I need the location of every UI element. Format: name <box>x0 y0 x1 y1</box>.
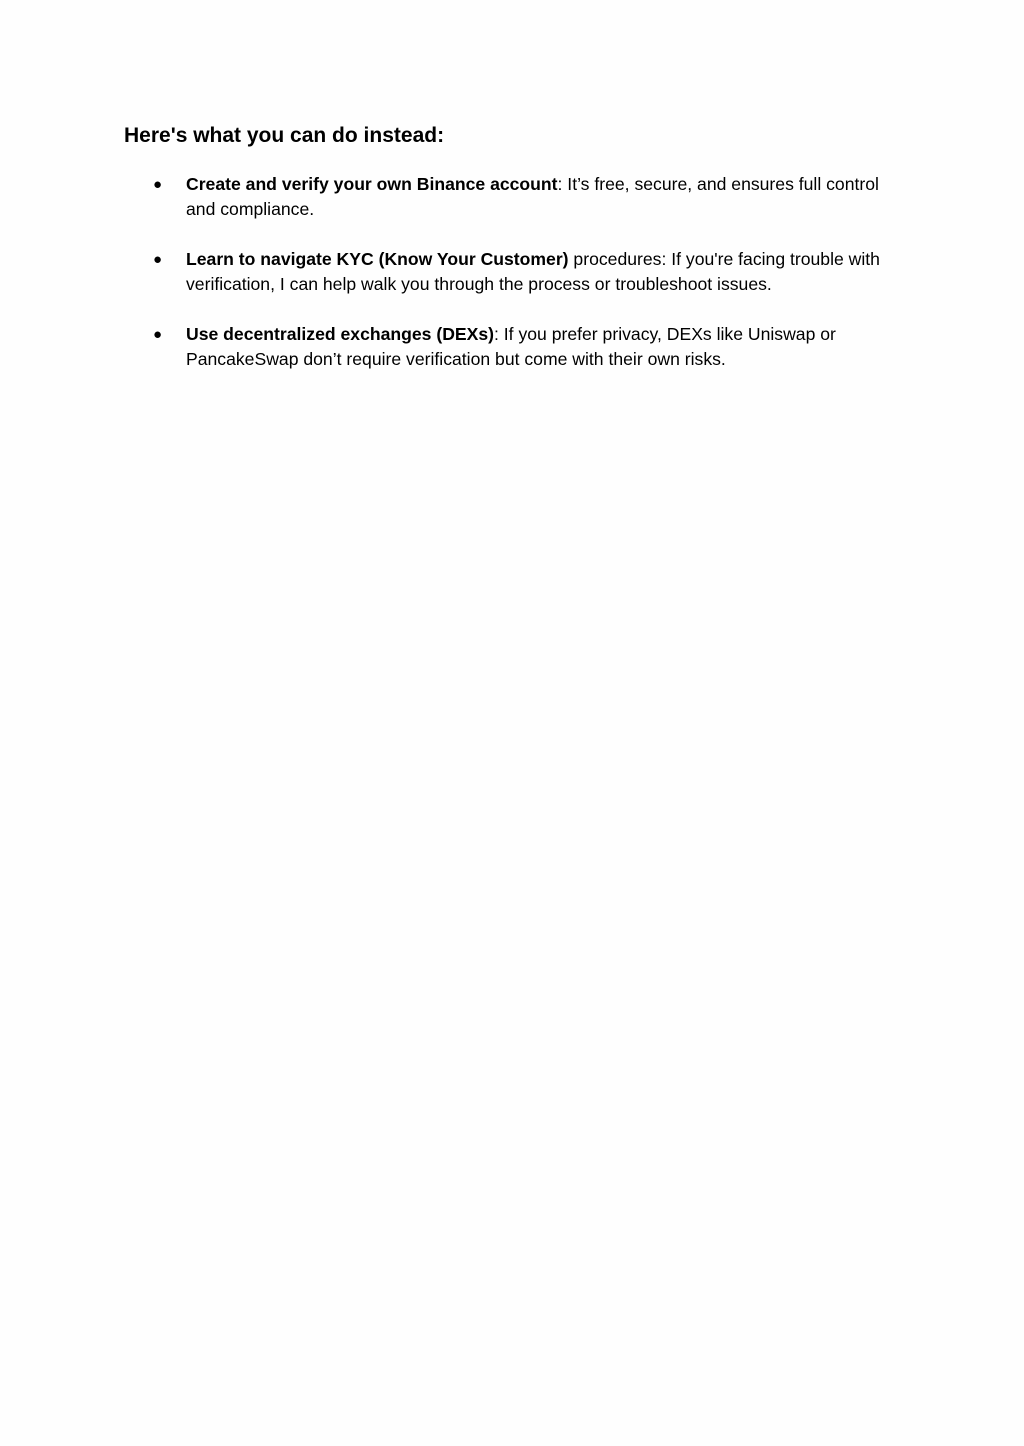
list-item-body-text: : If you prefer privacy, DEXs like Uniswap or PancakeSwap don’t require verification but come with their own risks. <box>186 324 836 369</box>
list-item-body-text: procedures: If you're facing trouble with verification, I can help walk you through the process or troubleshoot issues. <box>186 249 880 294</box>
bullet-icon: ● <box>153 176 163 193</box>
list-item-bold-text: Use decentralized exchanges (DEXs) <box>186 324 495 344</box>
bullet-icon: ● <box>153 326 163 343</box>
list-item-bold-text: Learn to navigate KYC (Know Your Customer) <box>186 249 569 269</box>
list-item-body-text: : It’s free, secure, and ensures full control and compliance. <box>186 174 879 219</box>
list-item-text <box>186 247 906 297</box>
bullet-icon: ● <box>153 251 163 268</box>
list-item-bold-text: Create and verify your own Binance account <box>186 174 558 194</box>
list-item-text <box>186 172 906 222</box>
list-item-text <box>186 322 906 372</box>
section-heading: Here's what you can do instead: <box>124 124 445 147</box>
